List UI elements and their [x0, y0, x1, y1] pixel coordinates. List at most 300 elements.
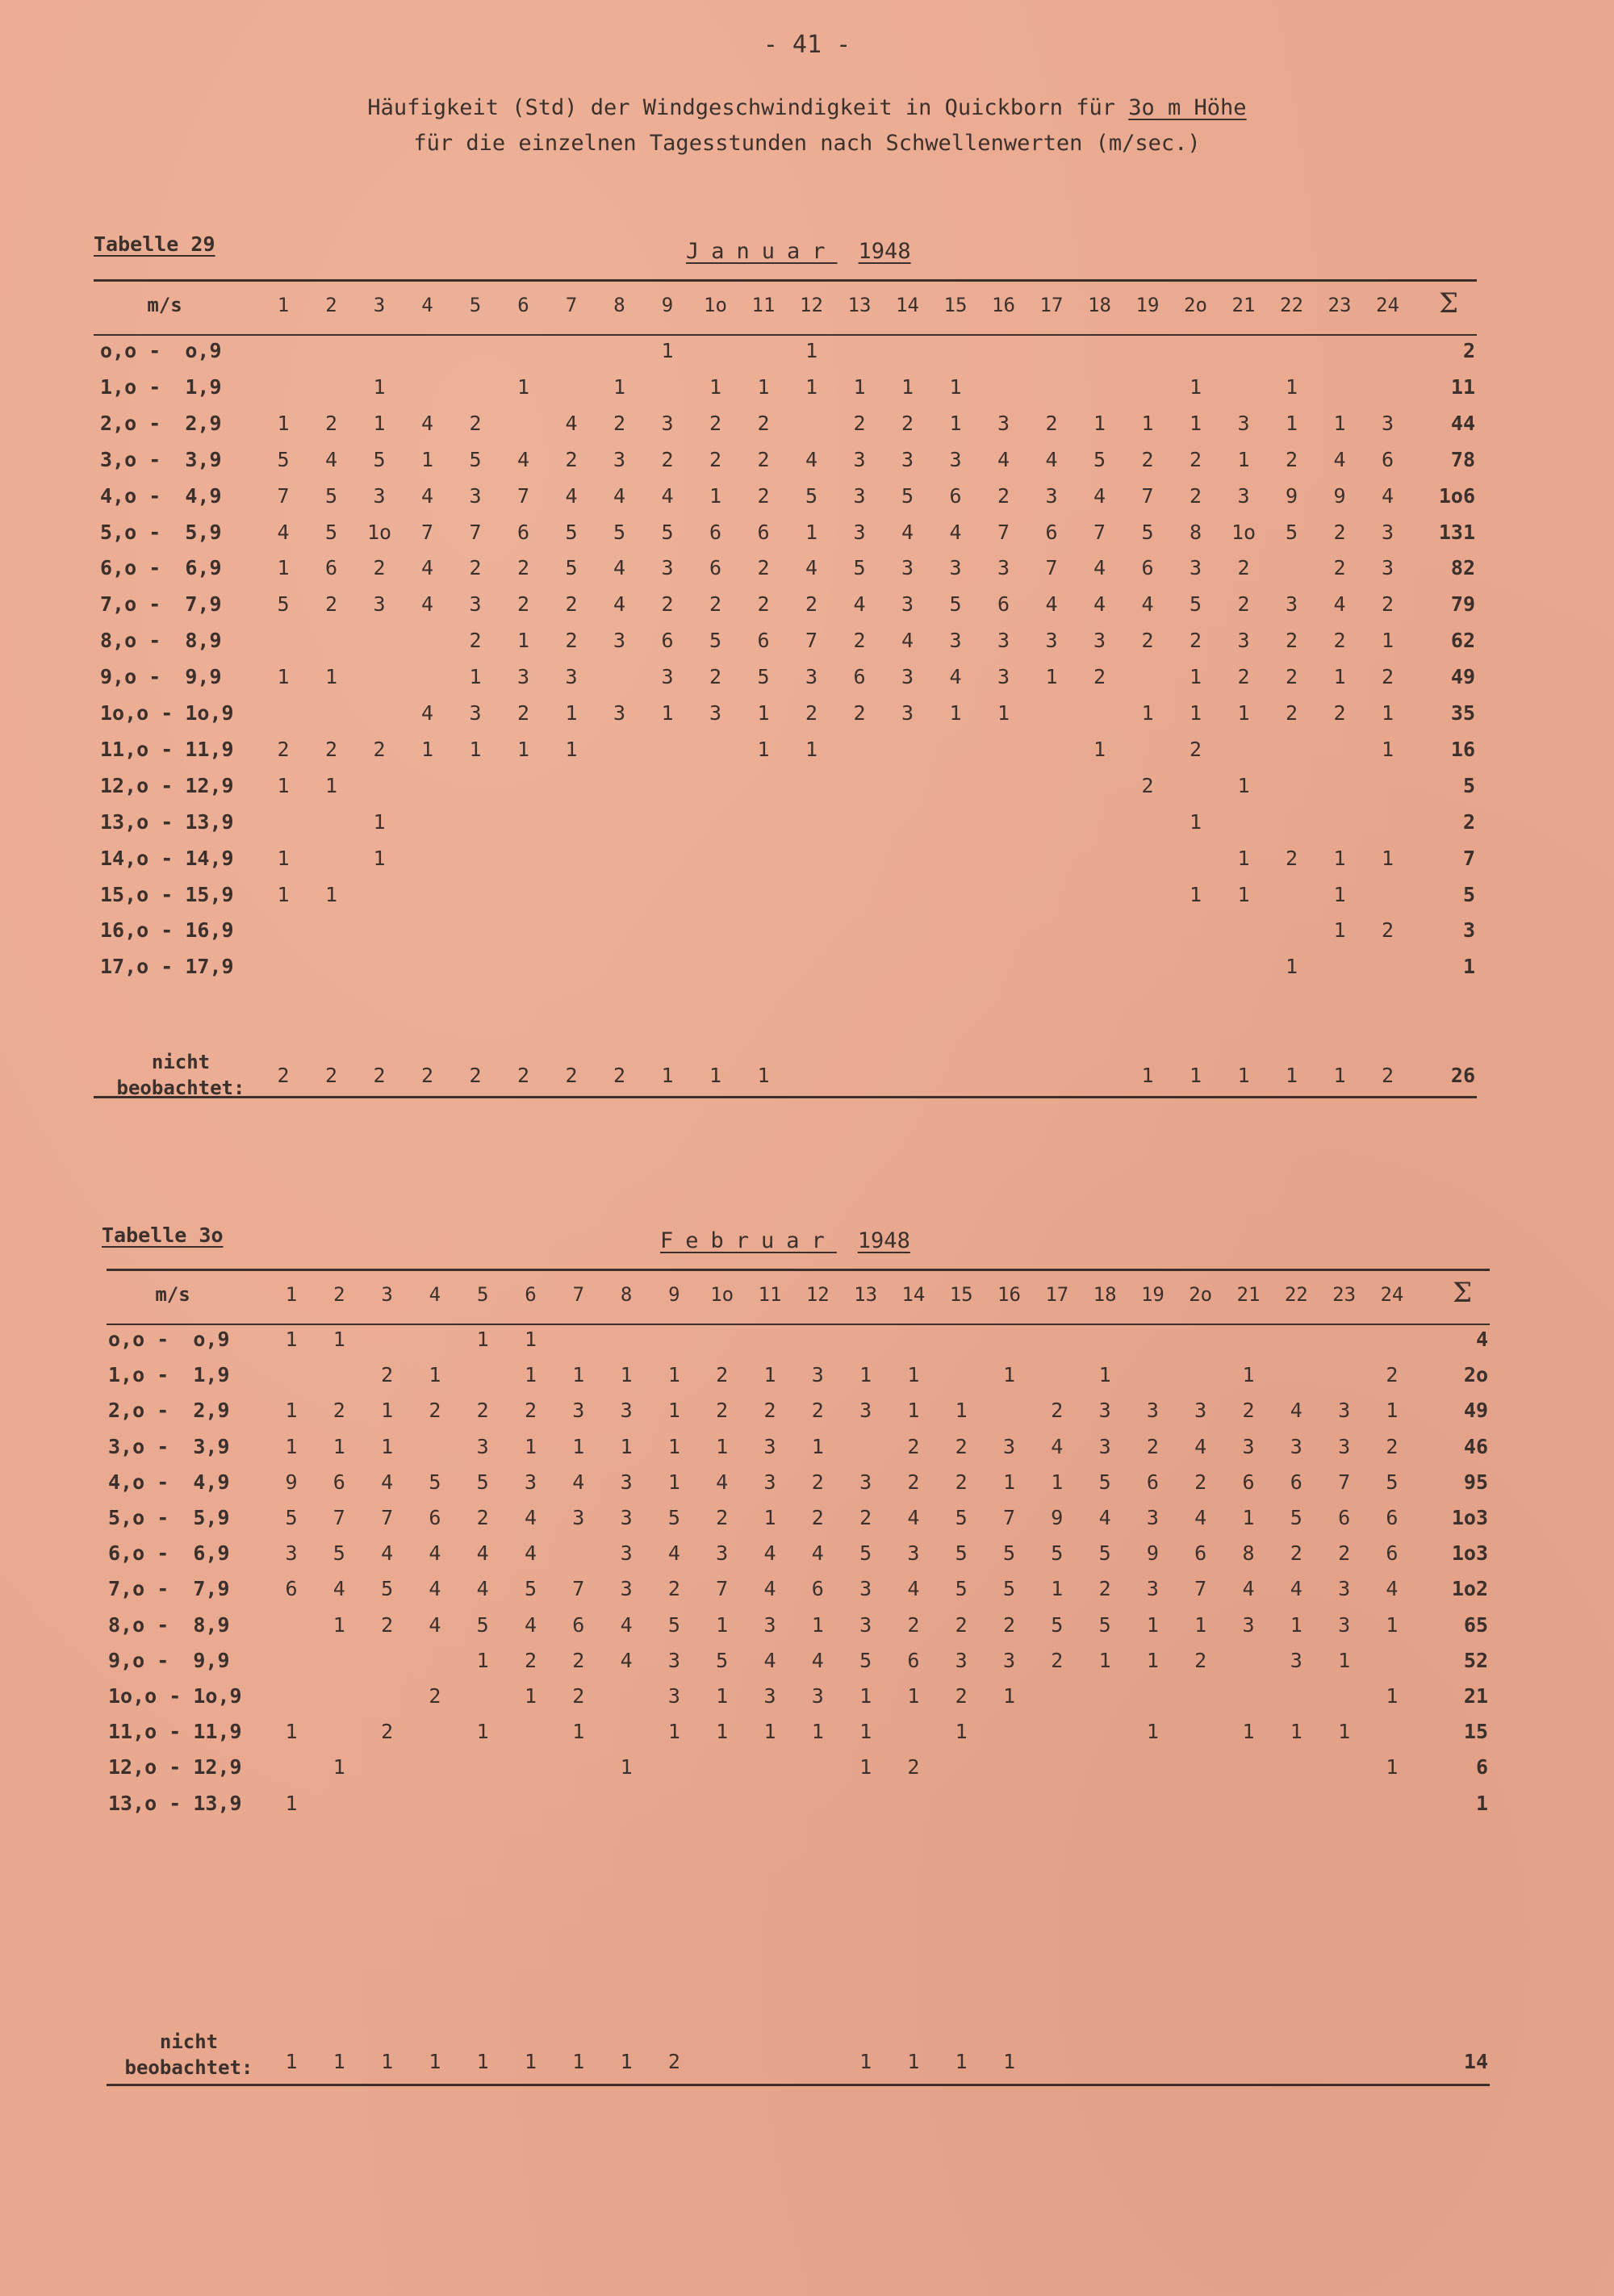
nicht-beobachtet-cell: 2: [613, 1064, 626, 1087]
table-cell: 1: [997, 701, 1010, 725]
table-cell: 7: [1093, 520, 1106, 544]
column-header-hour: 9: [668, 1283, 680, 1306]
row-range-label: o,o - o,9: [100, 339, 222, 362]
table-cell: 2: [805, 592, 818, 617]
table-cell: 1: [805, 520, 818, 544]
column-header-hour: 12: [800, 294, 823, 316]
table-cell: 1: [1051, 1470, 1064, 1494]
table-cell: 3: [1338, 1434, 1351, 1458]
table-cell: 1: [1146, 1648, 1159, 1672]
row-sum: 16: [1450, 737, 1475, 761]
table-cell: 5: [1098, 1612, 1111, 1637]
table-cell: 6: [1386, 1506, 1399, 1529]
rule-header: [107, 1324, 1490, 1325]
row-sum: 1o3: [1451, 1506, 1488, 1529]
table-cell: 4: [1093, 483, 1106, 508]
nicht-beobachtet-label: [116, 2029, 261, 2081]
table-cell: 1: [757, 737, 770, 761]
table-cell: 4: [1386, 1577, 1399, 1601]
table-cell: 5: [1285, 520, 1298, 544]
row-sum: 2: [1462, 809, 1475, 834]
table-cell: 1: [1381, 846, 1394, 870]
nicht-beobachtet-cell: 1: [709, 1064, 722, 1087]
table-cell: 5: [476, 1470, 489, 1494]
row-range-label: 2,o - 2,9: [108, 1399, 230, 1423]
table-cell: 5: [1093, 447, 1106, 471]
table-cell: 1: [1338, 1648, 1351, 1672]
nicht-label-line2: beobachtet:: [124, 2056, 253, 2079]
table-cell: 4: [949, 520, 962, 544]
table-cell: 1: [811, 1612, 824, 1637]
table-cell: 4: [324, 447, 338, 471]
row-range-label: 12,o - 12,9: [108, 1755, 242, 1780]
table-cell: 1: [277, 773, 290, 797]
rule-bottom: [107, 2084, 1490, 2086]
table-cell: 3: [1242, 1612, 1255, 1637]
table-cell: 4: [907, 1506, 920, 1529]
month-title: [686, 239, 911, 264]
table-cell: 1: [524, 1363, 537, 1387]
table-cell: 5: [469, 447, 482, 471]
table-cell: 1: [1093, 737, 1106, 761]
column-header-hour: 5: [476, 1283, 489, 1306]
table-cell: 2: [572, 1648, 585, 1672]
table-cell: 1: [667, 1399, 680, 1423]
column-header-hour: 15: [949, 1283, 973, 1306]
column-header-hour: 16: [997, 1283, 1021, 1306]
nicht-beobachtet-cell: 1: [572, 2050, 585, 2073]
row-sum: 65: [1463, 1612, 1488, 1637]
table-cell: 3: [469, 701, 482, 725]
table-cell: 4: [565, 411, 578, 435]
table-cell: 2: [1189, 483, 1202, 508]
table-cell: 1: [285, 1720, 298, 1744]
table-cell: 4: [811, 1541, 824, 1566]
table-label: Tabelle 29: [94, 232, 215, 256]
table-cell: 2: [709, 447, 722, 471]
row-sum: 1o3: [1451, 1541, 1488, 1566]
row-sum: 131: [1438, 520, 1475, 544]
table-cell: 1: [1189, 374, 1202, 399]
table-label: Tabelle 3o: [102, 1223, 224, 1247]
table-cell: 1: [1051, 1577, 1064, 1601]
row-range-label: 3,o - 3,9: [108, 1434, 230, 1458]
row-sum: 5: [1462, 773, 1475, 797]
column-header-hour: 13: [847, 294, 872, 316]
row-sum: 3: [1462, 918, 1475, 943]
table-cell: 6: [907, 1648, 920, 1672]
table-cell: 4: [516, 447, 530, 471]
table-cell: 1: [1333, 665, 1346, 689]
table-cell: 5: [332, 1541, 345, 1566]
table-cell: 1: [1098, 1363, 1111, 1387]
nicht-beobachtet-cell: 1: [429, 2050, 441, 2073]
table-cell: 5: [955, 1577, 968, 1601]
table-cell: 2: [1045, 411, 1058, 435]
column-header-hour: 19: [1140, 1283, 1165, 1306]
column-header-hour: 22: [1280, 294, 1303, 316]
table-cell: 2: [1189, 629, 1202, 653]
table-cell: 9: [1333, 483, 1346, 508]
row-sum: 44: [1450, 411, 1475, 435]
table-cell: 9: [1051, 1506, 1064, 1529]
table-cell: 1: [955, 1720, 968, 1744]
table-cell: 2: [1381, 665, 1394, 689]
table-cell: 6: [332, 1470, 345, 1494]
table-cell: 3: [853, 447, 866, 471]
table-cell: 3: [1290, 1648, 1302, 1672]
table-cell: 2: [1051, 1648, 1064, 1672]
table-cell: 1: [757, 701, 770, 725]
column-header-hour: 17: [1045, 1283, 1069, 1306]
table-cell: 2: [907, 1434, 920, 1458]
column-header-hour: 23: [1328, 294, 1352, 316]
table-cell: 2: [1141, 629, 1154, 653]
table-cell: 3: [524, 1470, 537, 1494]
nicht-beobachtet-cell: 1: [381, 2050, 394, 2073]
table-cell: 1: [1290, 1612, 1302, 1637]
table-cell: 1: [277, 665, 290, 689]
table-cell: 6: [572, 1612, 585, 1637]
table-cell: 4: [476, 1577, 489, 1601]
table-cell: 2: [955, 1470, 968, 1494]
row-range-label: 13,o - 13,9: [100, 809, 234, 834]
table-cell: 1: [1381, 629, 1394, 653]
table-cell: 1: [667, 1363, 680, 1387]
table-cell: 1: [381, 1399, 394, 1423]
table-cell: 2: [516, 701, 530, 725]
table-cell: 1: [1002, 1470, 1016, 1494]
page-number: - 41 -: [763, 31, 851, 59]
row-range-label: 4,o - 4,9: [108, 1470, 230, 1494]
table-cell: 3: [1002, 1434, 1016, 1458]
table-cell: 3: [997, 411, 1010, 435]
table-cell: 9: [1146, 1541, 1159, 1566]
table-cell: 1: [524, 1434, 537, 1458]
table-cell: 4: [1290, 1399, 1302, 1423]
table-cell: 3: [859, 1470, 872, 1494]
table-cell: 1: [476, 1328, 489, 1351]
row-sum: 95: [1463, 1470, 1488, 1494]
row-sum: 49: [1463, 1399, 1488, 1423]
table-cell: 4: [1194, 1506, 1207, 1529]
table-cell: 4: [420, 411, 434, 435]
table-cell: 2: [1141, 447, 1154, 471]
table-cell: 2: [381, 1720, 394, 1744]
table-cell: 2: [1098, 1577, 1111, 1601]
table-cell: 5: [1051, 1612, 1064, 1637]
table-cell: 4: [420, 483, 434, 508]
column-header-hour: 8: [620, 1283, 633, 1306]
table-cell: 2: [1189, 447, 1202, 471]
table-cell: 5: [1051, 1541, 1064, 1566]
sum-symbol: Σ: [1438, 287, 1459, 320]
table-cell: 4: [1098, 1506, 1111, 1529]
row-sum: 35: [1450, 701, 1475, 725]
table-cell: 1: [1285, 411, 1298, 435]
column-header-hour: 6: [525, 1283, 537, 1306]
table-cell: 7: [1194, 1577, 1207, 1601]
column-header-hour: 23: [1332, 1283, 1357, 1306]
table-cell: 1: [709, 483, 722, 508]
table-cell: 2: [565, 447, 578, 471]
table-cell: 3: [1237, 411, 1250, 435]
table-cell: 3: [949, 447, 962, 471]
table-cell: 4: [429, 1577, 441, 1601]
table-cell: 2: [763, 1399, 776, 1423]
table-cell: 3: [661, 411, 674, 435]
table-cell: 7: [516, 483, 530, 508]
table-cell: 1: [907, 1399, 920, 1423]
table-cell: 1: [469, 737, 482, 761]
table-cell: 1: [763, 1720, 776, 1744]
column-header-hour: 7: [572, 1283, 585, 1306]
table-cell: 3: [667, 1648, 680, 1672]
table-cell: 3: [805, 665, 818, 689]
table-cell: 2: [955, 1684, 968, 1708]
table-cell: 1: [277, 411, 290, 435]
table-cell: 2: [516, 556, 530, 580]
table-cell: 1: [1002, 1363, 1016, 1387]
row-sum: 1o6: [1438, 483, 1475, 508]
table-cell: 2: [572, 1684, 585, 1708]
table-cell: 2: [565, 592, 578, 617]
table-cell: 4: [667, 1541, 680, 1566]
table-cell: 3: [1290, 1434, 1302, 1458]
table-cell: 2: [1386, 1363, 1399, 1387]
table-cell: 3: [1146, 1399, 1159, 1423]
table-cell: 3: [811, 1684, 824, 1708]
month-year: 1948: [857, 1228, 910, 1253]
nicht-beobachtet-cell: 2: [469, 1064, 482, 1087]
table-cell: 1: [1146, 1720, 1159, 1744]
table-cell: 2: [716, 1506, 729, 1529]
table-cell: 2: [757, 556, 770, 580]
table-cell: 7: [572, 1577, 585, 1601]
table-cell: 1: [1333, 882, 1346, 906]
table-cell: 5: [901, 483, 914, 508]
table-cell: 3: [901, 556, 914, 580]
table-cell: 2: [1189, 737, 1202, 761]
nicht-beobachtet-cell: 1: [907, 2050, 920, 2073]
row-range-label: 9,o - 9,9: [108, 1648, 230, 1672]
table-cell: 1: [1189, 809, 1202, 834]
table-cell: 1: [667, 1434, 680, 1458]
row-sum: 1: [1475, 1791, 1488, 1815]
table-cell: 1: [373, 846, 386, 870]
table-cell: 7: [1045, 556, 1058, 580]
table-cell: 4: [763, 1577, 776, 1601]
table-cell: 3: [1098, 1399, 1111, 1423]
table-cell: 1: [1333, 846, 1346, 870]
table-cell: 3: [1045, 629, 1058, 653]
table-cell: 5: [1002, 1577, 1016, 1601]
table-cell: 1: [565, 737, 578, 761]
table-cell: 1: [805, 339, 818, 362]
table-cell: 4: [1141, 592, 1154, 617]
table-cell: 3: [620, 1470, 633, 1494]
table-cell: 4: [997, 447, 1010, 471]
table-cell: 3: [620, 1399, 633, 1423]
table-cell: 1: [373, 809, 386, 834]
table-cell: 4: [524, 1612, 537, 1637]
table-cell: 2: [373, 556, 386, 580]
row-sum: 49: [1450, 665, 1475, 689]
table-cell: 1: [949, 701, 962, 725]
table-cell: 4: [907, 1577, 920, 1601]
table-cell: 5: [667, 1612, 680, 1637]
table-cell: 2: [853, 629, 866, 653]
table-cell: 4: [420, 701, 434, 725]
table-cell: 3: [763, 1684, 776, 1708]
table-cell: 1: [859, 1684, 872, 1708]
nicht-label-line1: nicht: [159, 2030, 219, 2053]
table-cell: 1: [859, 1755, 872, 1780]
row-range-label: 1o,o - 1o,9: [100, 701, 234, 725]
table-cell: 1: [1098, 1648, 1111, 1672]
column-header-hour: 11: [758, 1283, 782, 1306]
table-cell: 1: [1141, 701, 1154, 725]
column-header-hour: 9: [661, 294, 674, 316]
nicht-beobachtet-cell: 1: [757, 1064, 770, 1087]
table-cell: 1o: [1231, 520, 1256, 544]
table-cell: 8: [1242, 1541, 1255, 1566]
row-range-label: 12,o - 12,9: [100, 773, 234, 797]
table-cell: 5: [285, 1506, 298, 1529]
table-cell: 4: [524, 1506, 537, 1529]
table-cell: 6: [1381, 447, 1394, 471]
table-cell: 2: [1237, 556, 1250, 580]
table-cell: 6: [1386, 1541, 1399, 1566]
table-cell: 5: [1141, 520, 1154, 544]
table-cell: 1o: [366, 520, 392, 544]
table-cell: 7: [381, 1506, 394, 1529]
table-cell: 2: [805, 701, 818, 725]
table-cell: 2: [1290, 1541, 1302, 1566]
table-cell: 2: [1002, 1612, 1016, 1637]
table-cell: 4: [332, 1577, 345, 1601]
table-cell: 1: [373, 374, 386, 399]
table-cell: 1: [516, 737, 530, 761]
nicht-beobachtet-cell: 1: [661, 1064, 674, 1087]
table-cell: 4: [381, 1470, 394, 1494]
row-sum: 2: [1462, 339, 1475, 362]
table-cell: 8: [1189, 520, 1202, 544]
table-cell: 4: [620, 1648, 633, 1672]
table-cell: 3: [709, 701, 722, 725]
nicht-beobachtet-label: [108, 1049, 253, 1101]
table-cell: 3: [1338, 1577, 1351, 1601]
table-cell: 1: [381, 1434, 394, 1458]
column-header-hour: 2: [325, 294, 337, 316]
table-cell: 1: [716, 1720, 729, 1744]
row-range-label: 9,o - 9,9: [100, 665, 222, 689]
nicht-beobachtet-sum: 14: [1463, 2050, 1488, 2073]
table-cell: 6: [1146, 1470, 1159, 1494]
table-cell: 4: [1051, 1434, 1064, 1458]
table-cell: 1: [949, 374, 962, 399]
table-cell: 3: [1338, 1399, 1351, 1423]
table-cell: 5: [381, 1577, 394, 1601]
table-cell: 1: [859, 1720, 872, 1744]
table-cell: 2: [1338, 1541, 1351, 1566]
table-cell: 1: [1285, 955, 1298, 979]
table-cell: 1: [1381, 701, 1394, 725]
table-cell: 1: [277, 846, 290, 870]
table-cell: 4: [1290, 1577, 1302, 1601]
table-cell: 4: [1093, 592, 1106, 617]
row-range-label: 17,o - 17,9: [100, 955, 234, 979]
table-cell: 1: [1285, 374, 1298, 399]
row-range-label: 11,o - 11,9: [108, 1720, 242, 1744]
table-cell: 3: [667, 1684, 680, 1708]
column-header-hour: 2o: [1189, 1283, 1213, 1306]
table-cell: 3: [901, 665, 914, 689]
table-cell: 1: [572, 1363, 585, 1387]
table-cell: 3: [859, 1399, 872, 1423]
nicht-beobachtet-cell: 2: [516, 1064, 530, 1087]
table-cell: 9: [285, 1470, 298, 1494]
table-cell: 4: [805, 447, 818, 471]
row-sum: 46: [1463, 1434, 1488, 1458]
table-cell: 6: [1242, 1470, 1255, 1494]
table-cell: 5: [565, 520, 578, 544]
table-cell: 3: [476, 1434, 489, 1458]
table-cell: 1: [763, 1506, 776, 1529]
table-cell: 4: [572, 1470, 585, 1494]
table-cell: 7: [332, 1506, 345, 1529]
table-cell: 3: [613, 629, 626, 653]
table-cell: 2: [716, 1363, 729, 1387]
table-cell: 1: [1338, 1720, 1351, 1744]
table-cell: 3: [469, 483, 482, 508]
table-cell: 7: [1141, 483, 1154, 508]
table-cell: 2: [1285, 701, 1298, 725]
nicht-beobachtet-cell: 1: [1141, 1064, 1154, 1087]
table-cell: 1: [1002, 1684, 1016, 1708]
table-cell: 1: [907, 1363, 920, 1387]
column-header-hour: 12: [805, 1283, 830, 1306]
table-cell: 6: [997, 592, 1010, 617]
table-cell: 2: [661, 447, 674, 471]
nicht-beobachtet-cell: 2: [1381, 1064, 1394, 1087]
table-cell: 1: [901, 374, 914, 399]
table-cell: 1: [277, 556, 290, 580]
table-cell: 2: [757, 411, 770, 435]
nicht-beobachtet-cell: 1: [285, 2050, 298, 2073]
table-cell: 3: [859, 1577, 872, 1601]
month-name: Februar: [660, 1228, 837, 1253]
table-cell: 2: [757, 447, 770, 471]
table-cell: 2: [373, 737, 386, 761]
table-cell: 6: [1141, 556, 1154, 580]
table-cell: 3: [613, 701, 626, 725]
row-sum: 62: [1450, 629, 1475, 653]
column-header-ms: m/s: [147, 294, 182, 316]
nicht-beobachtet-cell: 2: [667, 2050, 680, 2073]
row-sum: 78: [1450, 447, 1475, 471]
table-cell: 3: [1098, 1434, 1111, 1458]
table-cell: 1: [1093, 411, 1106, 435]
table-cell: 4: [1194, 1434, 1207, 1458]
row-range-label: 5,o - 5,9: [108, 1506, 230, 1529]
table-cell: 5: [859, 1648, 872, 1672]
table-cell: 2: [277, 737, 290, 761]
table-cell: 1: [716, 1434, 729, 1458]
table-cell: 2: [1285, 629, 1298, 653]
rule-top: [107, 1269, 1490, 1271]
table-cell: 2: [1194, 1470, 1207, 1494]
